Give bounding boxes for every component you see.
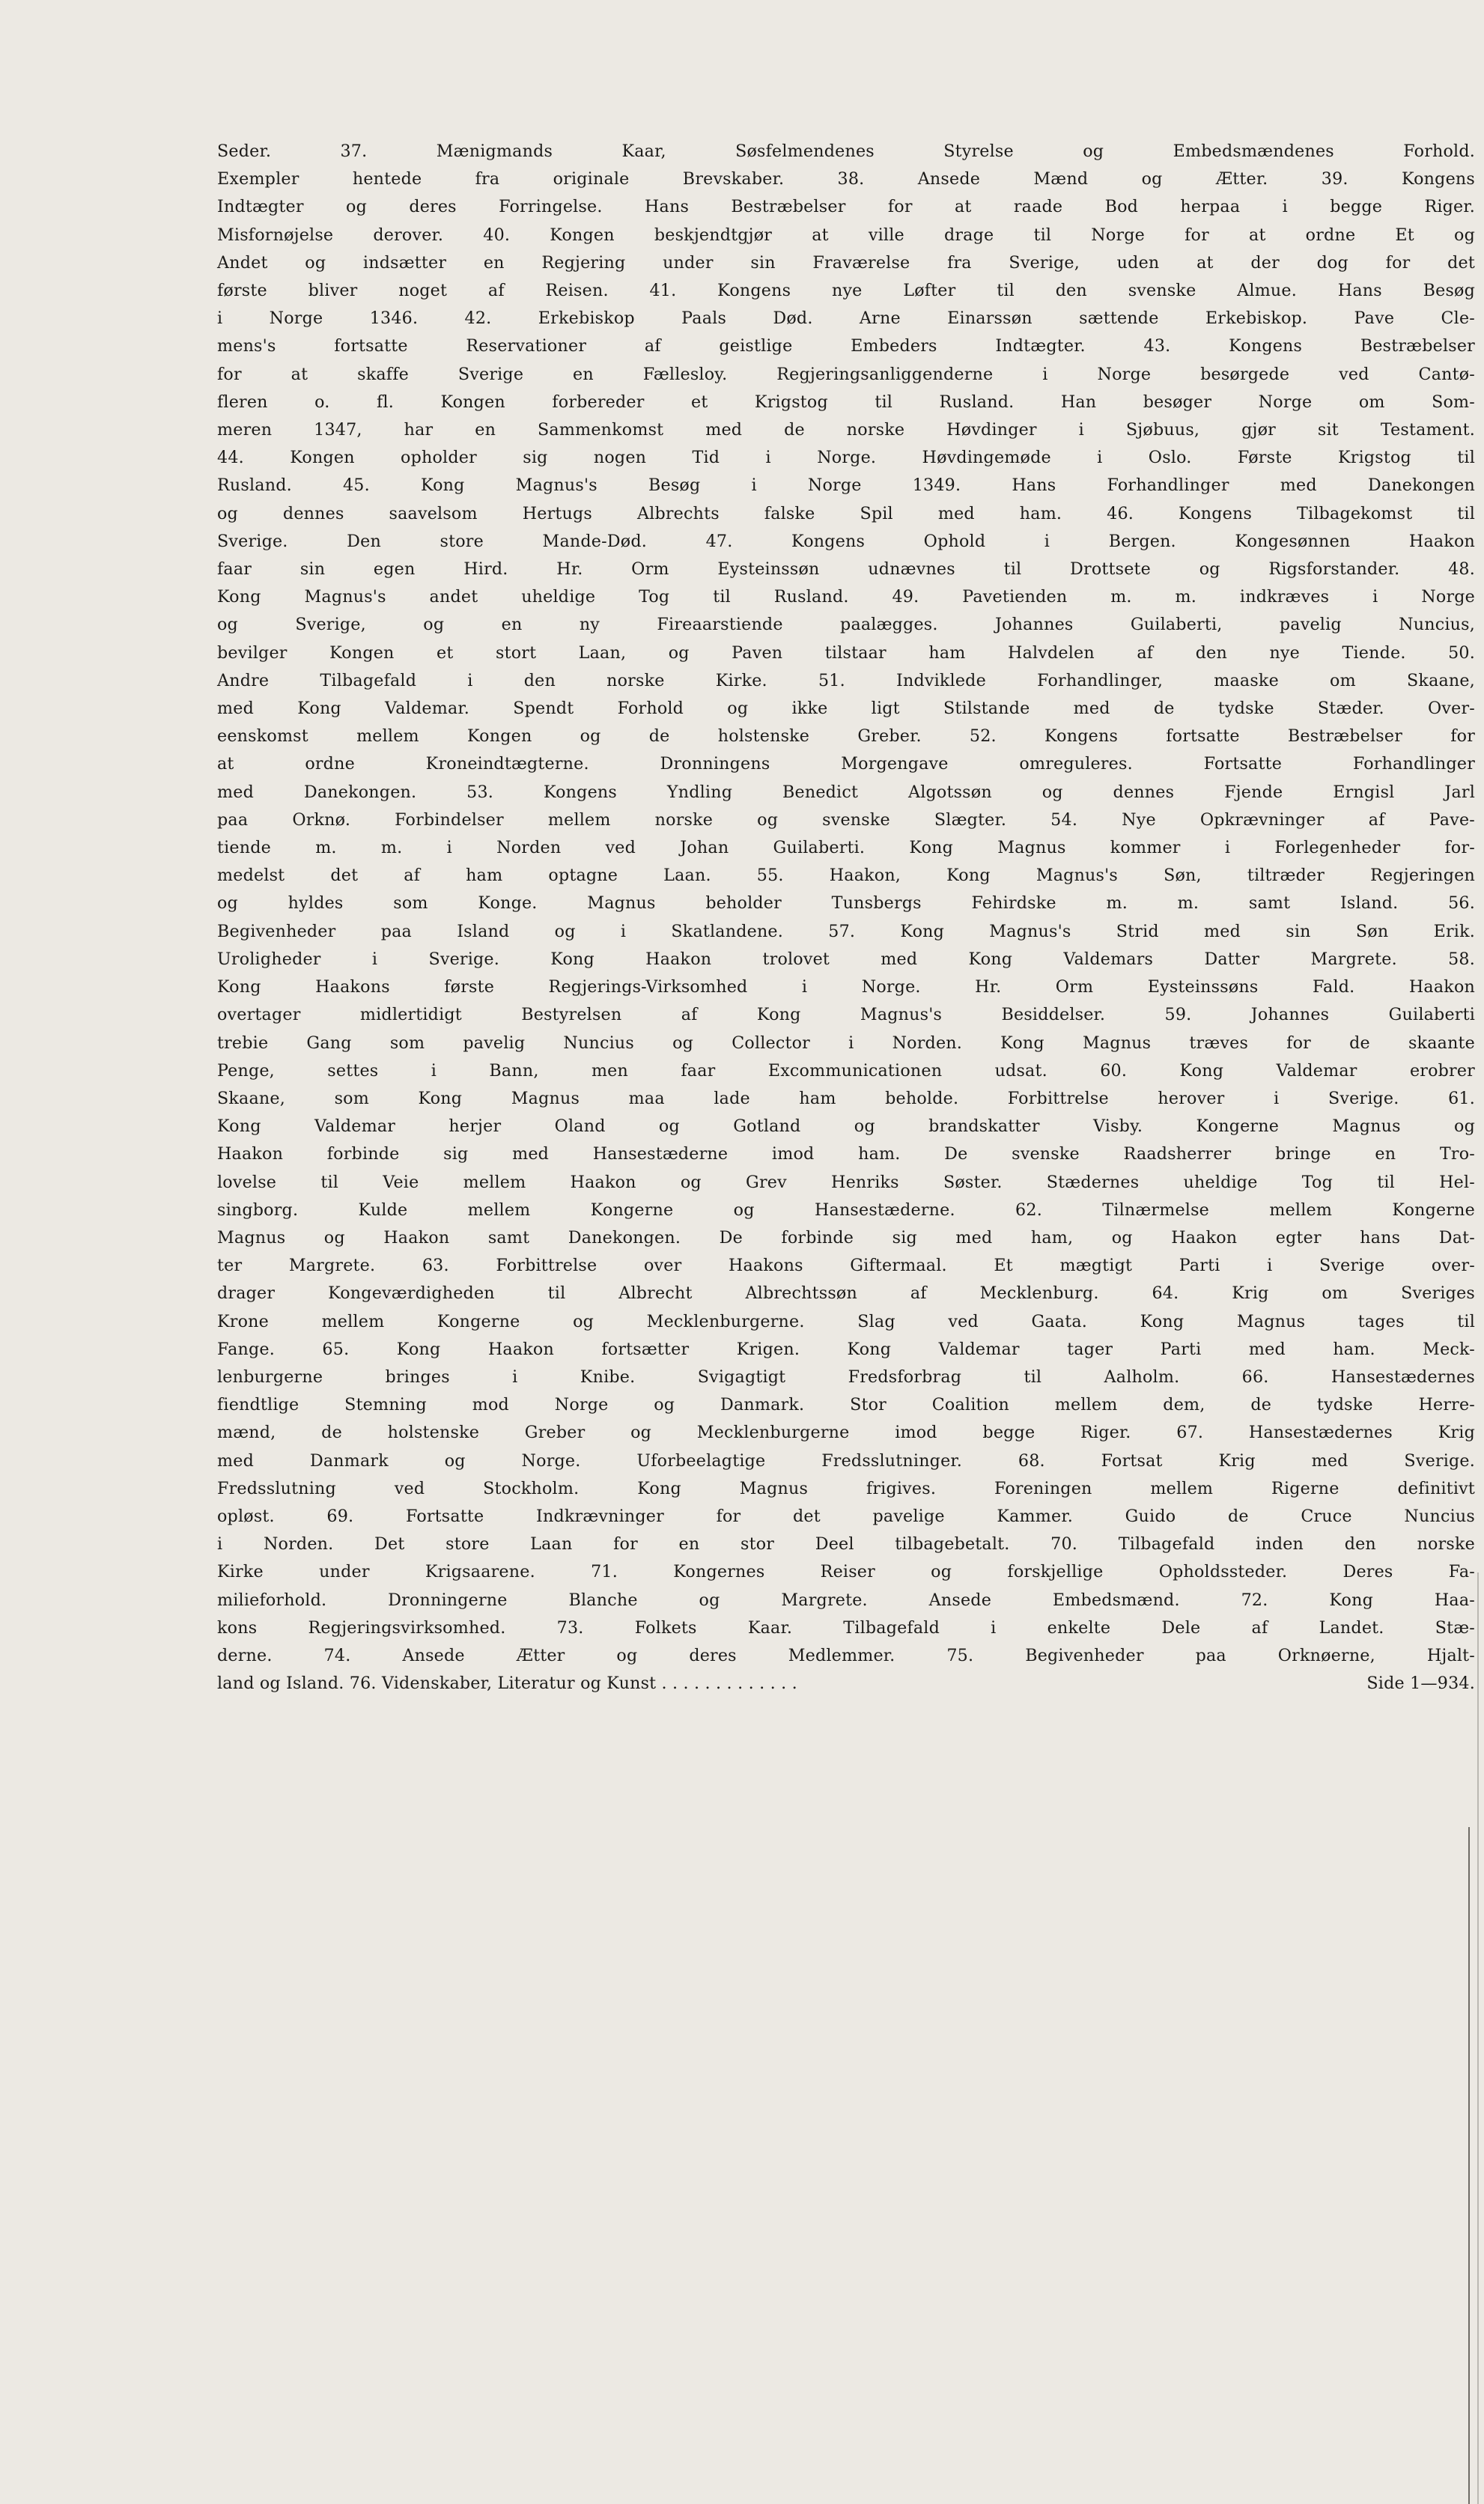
text-line: Kong Valdemar herjer Oland og Gotland og brandskatter Visby. Kongerne Magnus og [217, 1116, 1475, 1137]
text-line: Begivenheder paa Island og i Skatlandene. 57. Kong Magnus's Strid med sin Søn Erik. [217, 921, 1475, 941]
text-line: med Danekongen. 53. Kongens Yndling Benedict Algotssøn og dennes Fjende Erngisl Jarl [217, 782, 1475, 802]
text-line: Exempler hentede fra originale Brevskaber. 38. Ansede Mænd og Ætter. 39. Kongens [217, 169, 1475, 189]
text-line: Seder. 37. Mænigmands Kaar, Søsfelmendenes Styrelse og Embedsmændenes Forhold. [217, 142, 1475, 161]
text-line: drager Kongeværdigheden til Albrecht Albrechtssøn af Mecklenburg. 64. Krig om Sveriges [217, 1283, 1475, 1304]
text-line: Fange. 65. Kong Haakon fortsætter Krigen. Kong Valdemar tager Parti med ham. Meck- [217, 1339, 1475, 1359]
text-line: tiende m. m. i Norden ved Johan Guilaberti. Kong Magnus kommer i Forlegenheder for- [217, 838, 1475, 858]
text-line: ter Margrete. 63. Forbittrelse over Haakons Giftermaal. Et mægtigt Parti i Sverige over- [217, 1256, 1475, 1276]
text-line: Kong Haakons første Regjerings-Virksomhed i Norge. Hr. Orm Eysteinssøns Fald. Haakon [217, 977, 1475, 997]
text-line: og hyldes som Konge. Magnus beholder Tunsbergs Fehirdske m. m. samt Island. 56. [217, 893, 1475, 914]
text-line: at ordne Kroneindtægterne. Dronningens Morgengave omreguleres. Fortsatte Forhandlinger [217, 754, 1475, 774]
text-line: i Norden. Det store Laan for en stor Deel tilbagebetalt. 70. Tilbagefald inden den norske [217, 1534, 1475, 1555]
text-line: Skaane, som Kong Magnus maa lade ham beholde. Forbittrelse herover i Sverige. 61. [217, 1088, 1475, 1108]
table-of-contents-text [217, 138, 1475, 1698]
last-line-text: land og Island. 76. Videnskaber, Literatur og Kunst . . . . . . . . . . . . . [217, 1674, 797, 1694]
text-line: fleren o. fl. Kongen forbereder et Krigstog til Rusland. Han besøger Norge om Som- [217, 392, 1475, 412]
text-line: Andet og indsætter en Regjering under sin Fraværelse fra Sverige, uden at der dog for det [217, 252, 1475, 273]
text-line: Magnus og Haakon samt Danekongen. De forbinde sig med ham, og Haakon egter hans Dat- [217, 1227, 1475, 1248]
text-line: og dennes saavelsom Hertugs Albrechts falske Spil med ham. 46. Kongens Tilbagekomst til [217, 503, 1475, 523]
text-line: overtager midlertidigt Bestyrelsen af Kong Magnus's Besiddelser. 59. Johannes Guilaberti [217, 1005, 1475, 1025]
text-line: Sverige. Den store Mande-Død. 47. Kongens Ophold i Bergen. Kongesønnen Haakon [217, 531, 1475, 551]
text-line: Misfornøjelse derover. 40. Kongen beskjendtgjør at ville drage til Norge for at ordne Et og [217, 225, 1475, 245]
text-line: Andre Tilbagefald i den norske Kirke. 51. Indviklede Forhandlinger, maaske om Skaane, [217, 670, 1475, 690]
text-line: Fredsslutning ved Stockholm. Kong Magnus frigives. Foreningen mellem Rigerne definitivt [217, 1478, 1475, 1498]
text-line: mens's fortsatte Reservationer af geistlige Embeders Indtægter. 43. Kongens Bestræbelser [217, 336, 1475, 356]
text-line: med Danmark og Norge. Uforbeelagtige Fredsslutninger. 68. Fortsat Krig med Sverige. [217, 1450, 1475, 1471]
text-line: med Kong Valdemar. Spendt Forhold og ikke ligt Stilstande med de tydske Stæder. Over- [217, 699, 1475, 719]
text-line: Krone mellem Kongerne og Mecklenburgerne. Slag ved Gaata. Kong Magnus tages til [217, 1311, 1475, 1331]
text-line: mænd, de holstenske Greber og Mecklenburgerne imod begge Riger. 67. Hansestædernes Krig [217, 1423, 1475, 1443]
text-line: Kong Magnus's andet uheldige Tog til Rusland. 49. Pavetienden m. m. indkræves i Norge [217, 587, 1475, 607]
text-line: derne. 74. Ansede Ætter og deres Medlemmer. 75. Begivenheder paa Orknøerne, Hjalt- [217, 1645, 1475, 1665]
text-line: første bliver noget af Reisen. 41. Kongens nye Løfter til den svenske Almue. Hans Besøg [217, 281, 1475, 301]
text-line: faar sin egen Hird. Hr. Orm Eysteinssøn udnævnes til Drottsete og Rigsforstander. 48. [217, 559, 1475, 580]
text-line: paa Orknø. Forbindelser mellem norske og svenske Slægter. 54. Nye Opkrævninger af Pave- [217, 809, 1475, 830]
text-line: Kirke under Krigsaarene. 71. Kongernes Reiser og forskjellige Opholdssteder. Deres Fa- [217, 1562, 1475, 1582]
text-line: Haakon forbinde sig med Hansestæderne imod ham. De svenske Raadsherrer bringe en Tro- [217, 1144, 1475, 1164]
text-line: meren 1347, har en Sammenkomst med de norske Høvdinger i Sjøbuus, gjør sit Testament. [217, 420, 1475, 440]
text-line: Penge, settes i Bann, men faar Excommunicationen udsat. 60. Kong Valdemar erobrer [217, 1060, 1475, 1081]
text-line: trebie Gang som pavelig Nuncius og Collector i Norden. Kong Magnus træves for de skaante [217, 1033, 1475, 1053]
page-range-reference: Side 1—934. [1366, 1674, 1475, 1694]
text-line: Uroligheder i Sverige. Kong Haakon trolovet med Kong Valdemars Datter Margrete. 58. [217, 949, 1475, 969]
text-line: singborg. Kulde mellem Kongerne og Hansestæderne. 62. Tilnærmelse mellem Kongerne [217, 1200, 1475, 1220]
text-line-last [217, 1670, 1475, 1698]
text-line: Rusland. 45. Kong Magnus's Besøg i Norge 1349. Hans Forhandlinger med Danekongen [217, 475, 1475, 496]
text-line: lenburgerne bringes i Knibe. Svigagtigt Fredsforbrag til Aalholm. 66. Hansestædernes [217, 1367, 1475, 1387]
text-line: kons Regjeringsvirksomhed. 73. Folkets Kaar. Tilbagefald i enkelte Dele af Landet. Stæ- [217, 1617, 1475, 1638]
text-line: eenskomst mellem Kongen og de holstenske Greber. 52. Kongens fortsatte Bestræbelser for [217, 726, 1475, 747]
text-line: bevilger Kongen et stort Laan, og Paven tilstaar ham Halvdelen af den nye Tiende. 50. [217, 642, 1475, 663]
text-line: 44. Kongen opholder sig nogen Tid i Norge. Høvdingemøde i Oslo. Første Krigstog til [217, 448, 1475, 468]
text-line: medelst det af ham optagne Laan. 55. Haakon, Kong Magnus's Søn, tiltræder Regjeringen [217, 866, 1475, 886]
text-line: milieforhold. Dronningerne Blanche og Margrete. Ansede Embedsmænd. 72. Kong Haa- [217, 1590, 1475, 1610]
text-line: i Norge 1346. 42. Erkebiskop Paals Død. Arne Einarssøn sættende Erkebiskop. Pave Cle- [217, 309, 1475, 329]
text-line: fiendtlige Stemning mod Norge og Danmark. Stor Coalition mellem dem, de tydske Herre- [217, 1395, 1475, 1415]
scan-edge-marks [1439, 0, 1484, 2504]
text-line: Indtægter og deres Forringelse. Hans Bestræbelser for at raade Bod herpaa i begge Riger. [217, 197, 1475, 217]
text-line: og Sverige, og en ny Fireaarstiende paalægges. Johannes Guilaberti, pavelig Nuncius, [217, 615, 1475, 635]
text-line: lovelse til Veie mellem Haakon og Grev Henriks Søster. Stædernes uheldige Tog til Hel- [217, 1172, 1475, 1192]
text-line: for at skaffe Sverige en Fællesloy. Regjeringsanliggenderne i Norge besørgede ved Cantø- [217, 364, 1475, 384]
text-line: opløst. 69. Fortsatte Indkrævninger for det pavelige Kammer. Guido de Cruce Nuncius [217, 1506, 1475, 1526]
